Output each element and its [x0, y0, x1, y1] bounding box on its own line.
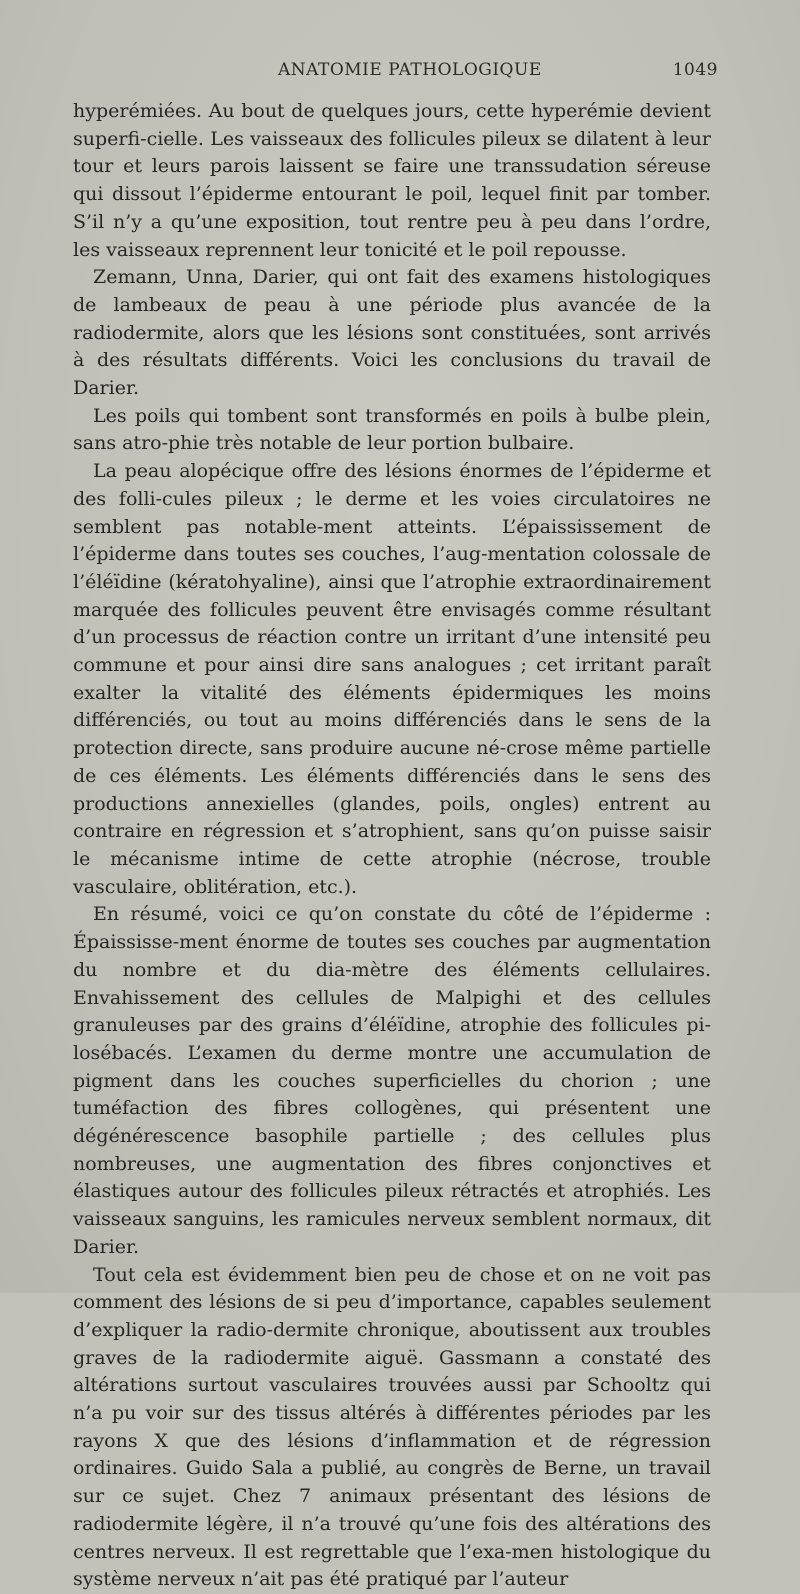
running-header — [278, 60, 718, 86]
paragraph-3: Les poils qui tombent sont transformés en poils à bulbe plein, sans atro-phie très notable de leur portion bulbaire. — [73, 404, 711, 455]
paragraph-4: La peau alopécique offre des lésions énormes de l’épiderme et des folli-cules pileux ; le derme et les voies circulatoires ne semblent pas notable-ment atteints. L’épaississement de l’épiderme dans toutes ses couches, l’aug-mentation colossale de l’éléïdine (kératohyaline), ainsi que l’atrophie extraordinairement marquée des follicules peuvent être envisagés comme résultant d’un processus de réaction contre un irritant d’une intensité peu commune et pour ainsi dire sans analogues ; cet irritant paraît exalter la vitalité des éléments épidermiques les moins différenciés, ou tout au moins différenciés dans le sens de la protection directe, sans produire aucune né-crose même partielle de ces éléments. Les éléments différenciés dans le sens des productions annexielles (glandes, poils, ongles) entrent au contraire en régression et s’atrophient, sans qu’on puisse saisir le mécanisme intime de cette atrophie (nécrose, trouble vasculaire, oblitération, etc.). — [73, 460, 711, 898]
paragraph-5: En résumé, voici ce qu’on constate du côté de l’épiderme : Épaississe-ment énorme de toutes ses couches par augmentation du nombre et du dia-mètre des éléments cellulaires. Envahissement des cellules de Malpighi et des cellules granuleuses par des grains d’éléïdine, atrophie des follicules pi-losébacés. L’examen du derme montre une accumulation de pigment dans les couches superficielles du chorion ; une tuméfaction des fibres collogènes, qui présentent une dégénérescence basophile partielle ; des cellules plus nombreuses, une augmentation des fibres conjonctives et élastiques autour des follicules pileux rétractés et atrophiés. Les vaisseaux sanguins, les ramicules nerveux semblent normaux, dit Darier. — [73, 903, 711, 1258]
paragraph-6: Tout cela est évidemment bien peu de chose et on ne voit pas comment des lésions de si peu d’importance, capables seulement d’expliquer la radio-dermite chronique, aboutissent aux troubles graves de la radiodermite aiguë. Gassmann a constaté des altérations surtout vasculaires trouvées aussi par Schooltz qui n’a pu voir sur des tissus altérés à différentes périodes par les rayons X que des lésions d’inflammation et de régression ordinaires. Guido Sala a publié, au congrès de Berne, un travail sur ce sujet. Chez 7 animaux présentant des lésions de radiodermite légère, il n’a trouvé qu’une fois des altérations des centres nerveux. Il est regrettable que l’exa-men histologique du système nerveux n’ait pas été pratiqué par l’auteur — [73, 1263, 711, 1591]
body-text — [73, 98, 711, 1594]
page-number: 1049 — [672, 60, 718, 80]
running-title: ANATOMIE PATHOLOGIQUE — [278, 60, 542, 80]
paragraph-1: hyperémiées. Au bout de quelques jours, cette hyperémie devient superfi-cielle. Les vaisseaux des follicules pileux se dilatent à leur tour et leurs parois laissent se faire une transsudation séreuse qui dissout l’épiderme entourant le poil, lequel finit par tomber. S’il n’y a qu’une exposition, tout rentre peu à peu dans l’ordre, les vaisseaux reprennent leur tonicité et le poil repousse. — [73, 100, 711, 261]
paragraph-2: Zemann, Unna, Darier, qui ont fait des examens histologiques de lambeaux de peau à une période plus avancée de la radiodermite, alors que les lésions sont constituées, sont arrivés à des résultats différents. Voici les conclusions du travail de Darier. — [73, 266, 711, 400]
